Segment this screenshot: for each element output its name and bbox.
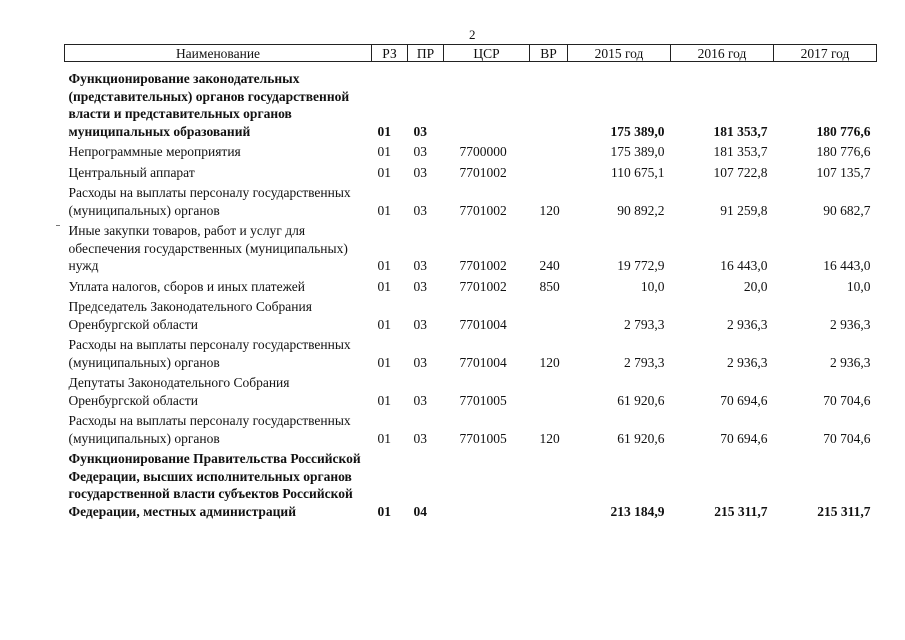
row-csr: 7701002: [459, 278, 507, 294]
table-row: [65, 219, 877, 275]
row-name: Уплата налогов, сборов и иных платежей: [68, 278, 305, 294]
row-pr: 03: [413, 164, 427, 180]
row-rz: 01: [377, 392, 391, 408]
row-rz: 01: [377, 430, 391, 446]
row-2017: 10,0: [846, 278, 871, 294]
table-row: [65, 447, 877, 520]
row-pr: 03: [413, 144, 427, 159]
row-vr: 240: [539, 258, 560, 273]
row-2017: 180 776,6: [816, 144, 871, 159]
table-row: [65, 371, 877, 409]
row-rz: 01: [377, 144, 391, 159]
table-row: [65, 333, 877, 371]
row-name: Председатель Законодательного Собрания Оренбургской области: [68, 299, 312, 332]
row-pr: 03: [413, 123, 427, 139]
row-name: Функционирование законодательных (представительных) органов государственной власти и представительных органов муниципальных образований: [68, 71, 350, 139]
row-2016: 181 353,7: [713, 144, 768, 159]
row-2016: 181 353,7: [713, 123, 768, 139]
row-2015: 61 920,6: [617, 430, 665, 446]
row-2016: 107 722,8: [713, 164, 768, 180]
row-pr: 04: [413, 503, 427, 519]
row-rz: 01: [377, 503, 391, 519]
row-2016: 20,0: [743, 278, 768, 294]
row-vr: 120: [539, 354, 560, 370]
row-2015: 61 920,6: [617, 392, 665, 408]
row-csr: 7701002: [459, 202, 507, 218]
row-vr: 850: [539, 278, 560, 294]
header-vr: ВР: [530, 45, 568, 62]
row-pr: 03: [413, 392, 427, 408]
row-vr: 120: [539, 202, 560, 218]
row-2016: 70 694,6: [720, 430, 768, 446]
row-2015: 175 389,0: [610, 123, 665, 139]
row-rz: 01: [377, 164, 391, 180]
header-rz: РЗ: [372, 45, 408, 62]
table-row: [65, 295, 877, 333]
row-2017: 2 936,3: [830, 316, 871, 332]
row-rz: 01: [377, 202, 391, 218]
row-name: Депутаты Законодательного Собрания Оренбургской области: [68, 375, 290, 408]
row-2015: 2 793,3: [624, 316, 665, 332]
row-csr: 7701004: [459, 316, 507, 332]
row-2017: 107 135,7: [816, 164, 871, 180]
header-2017: 2017 год: [774, 45, 877, 62]
row-csr: 7700000: [459, 144, 507, 159]
row-pr: 03: [413, 354, 427, 370]
row-rz: 01: [377, 354, 391, 370]
row-vr: [530, 140, 568, 161]
row-vr: [530, 62, 568, 141]
row-vr: 120: [539, 430, 560, 446]
row-2017: 16 443,0: [823, 258, 871, 273]
row-2015: 175 389,0: [610, 144, 665, 159]
row-2017: 90 682,7: [823, 202, 871, 218]
row-2016: 91 259,8: [720, 202, 768, 218]
row-pr: 03: [413, 258, 427, 273]
table-row: [65, 181, 877, 219]
row-pr: 03: [413, 430, 427, 446]
row-pr: 03: [413, 278, 427, 294]
row-2015: 110 675,1: [611, 164, 665, 180]
row-name: Центральный аппарат: [68, 164, 195, 180]
row-name: Расходы на выплаты персоналу государственных (муниципальных) органов: [68, 337, 351, 370]
header-2015: 2015 год: [568, 45, 671, 62]
table-row: [65, 161, 877, 182]
row-csr: 7701004: [459, 354, 507, 370]
row-pr: 03: [413, 316, 427, 332]
row-name: Иные закупки товаров, работ и услуг для обеспечения государственных (муниципальных) нужд: [68, 223, 348, 273]
row-2015: 213 184,9: [610, 503, 665, 519]
row-csr: 7701002: [459, 164, 507, 180]
row-rz: 01: [377, 278, 391, 294]
table-row: [65, 140, 877, 161]
row-2015: 90 892,2: [617, 202, 665, 218]
row-2015: 2 793,3: [624, 354, 665, 370]
row-2015: 10,0: [640, 278, 665, 294]
row-name: Расходы на выплаты персоналу государственных (муниципальных) органов: [68, 413, 351, 446]
header-name: Наименование: [65, 45, 372, 62]
row-2017: 215 311,7: [817, 503, 871, 519]
row-2017: 2 936,3: [830, 354, 871, 370]
row-vr: [530, 447, 568, 520]
header-pr: ПР: [408, 45, 444, 62]
row-csr: 7701005: [459, 392, 507, 408]
row-csr: 7701005: [459, 430, 507, 446]
row-csr: [444, 447, 530, 520]
row-name: Непрограммные мероприятия: [68, 144, 241, 159]
row-2016: 16 443,0: [720, 258, 768, 273]
table-row: [65, 409, 877, 447]
row-2017: 70 704,6: [823, 430, 871, 446]
row-vr: [530, 371, 568, 409]
row-csr: 7701002: [459, 258, 507, 273]
header-2016: 2016 год: [671, 45, 774, 62]
table-header-row: [65, 45, 877, 62]
row-name: Функционирование Правительства Российской Федерации, высших исполнительных органов государственной власти субъектов Российской Федерации, местных администраций: [68, 451, 361, 519]
row-rz: 01: [377, 258, 391, 273]
row-name: Расходы на выплаты персоналу государственных (муниципальных) органов: [68, 185, 351, 218]
row-vr: [530, 161, 568, 182]
row-2015: 19 772,9: [617, 258, 665, 273]
row-2016: 2 936,3: [727, 316, 768, 332]
row-2017: 180 776,6: [816, 123, 871, 139]
row-2016: 70 694,6: [720, 392, 768, 408]
table-row: [65, 275, 877, 296]
page-number: 2: [469, 27, 476, 42]
header-csr: ЦСР: [444, 45, 530, 62]
row-2017: 70 704,6: [823, 392, 871, 408]
row-rz: 01: [377, 123, 391, 139]
row-vr: [530, 295, 568, 333]
budget-table: [64, 44, 877, 520]
row-csr: [444, 62, 530, 141]
scan-mark: [56, 225, 60, 226]
table-row: [65, 62, 877, 141]
row-2016: 2 936,3: [727, 354, 768, 370]
row-pr: 03: [413, 202, 427, 218]
row-rz: 01: [377, 316, 391, 332]
row-2016: 215 311,7: [714, 503, 768, 519]
